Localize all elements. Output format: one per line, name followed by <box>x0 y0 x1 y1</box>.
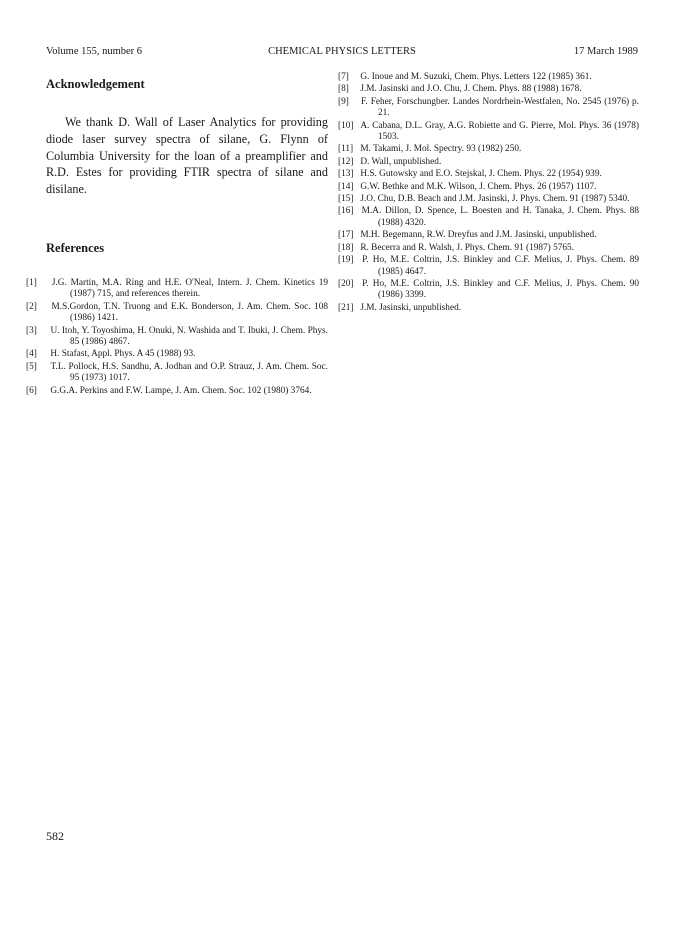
reference-text: P. Ho, M.E. Coltrin, J.S. Binkley and C.F. Melius, J. Phys. Chem. 89 (1985) 4647. <box>362 255 639 277</box>
left-column <box>26 77 329 398</box>
reference-item: [21] J.M. Jasinski, unpublished. <box>338 302 462 313</box>
page-number: 582 <box>46 829 64 843</box>
reference-item: [18] R. Becerra and R. Walsh, J. Phys. Chem. 91 (1987) 5765. <box>338 242 574 253</box>
reference-text: D. Wall, unpublished. <box>360 156 442 167</box>
reference-item: [17] M.H. Begemann, R.W. Dreyfus and J.M. Jasinski, unpublished. <box>338 230 597 241</box>
running-header <box>46 46 638 60</box>
reference-text: J.M. Jasinski, unpublished. <box>360 302 462 313</box>
reference-text: M. Takami, J. Mol. Spectry. 93 (1982) 250. <box>360 144 522 155</box>
issue-date: 17 March 1989 <box>573 46 638 57</box>
reference-item: [14] G.W. Bethke and M.K. Wilson, J. Chem. Phys. 26 (1957) 1107. <box>338 181 597 192</box>
reference-text: P. Ho, M.E. Coltrin, J.S. Binkley and C.F. Melius, J. Phys. Chem. 90 (1986) 3399. <box>362 278 639 301</box>
right-column <box>338 72 640 315</box>
reference-item: [9] F. Feher, Forschungber. Landes Nordrhein-Westfalen, No. 2545 (1976) p. 21. <box>338 96 640 119</box>
reference-item: [10] A. Cabana, D.L. Gray, A.G. Robiette and G. Pierre, Mol. Phys. 36 (1978) 1503. <box>338 120 640 143</box>
reference-text: J.G. Martin, M.A. Ring and H.E. O'Neal, Intern. J. Chem. Kinetics 19 (1987) 715, and references therein. <box>51 277 328 300</box>
reference-text: R. Becerra and R. Walsh, J. Phys. Chem. 91 (1987) 5765. <box>360 242 574 253</box>
reference-item: [19] P. Ho, M.E. Coltrin, J.S. Binkley and C.F. Melius, J. Phys. Chem. 89 (1985) 4647. <box>338 255 639 277</box>
reference-item: [4] H. Stafast, Appl. Phys. A 45 (1988) 93. <box>26 349 196 360</box>
reference-list-left <box>26 277 329 397</box>
reference-item: [20] P. Ho, M.E. Coltrin, J.S. Binkley and C.F. Melius, J. Phys. Chem. 90 (1986) 3399. <box>338 278 639 301</box>
reference-text: H.S. Gutowsky and E.O. Stejskal, J. Chem. Phys. 22 (1954) 939. <box>360 169 602 180</box>
reference-text: U. Itoh, Y. Toyoshima, H. Onuki, N. Washida and T. Ibuki, J. Chem. Phys. 85 (1986) 4867. <box>50 325 329 348</box>
references-heading: References <box>46 240 105 255</box>
reference-text: A. Cabana, D.L. Gray, A.G. Robiette and G. Pierre, Mol. Phys. 36 (1978) 1503. <box>360 120 640 143</box>
reference-item: [16] M.A. Dillon, D. Spence, L. Boesten and H. Tanaka, J. Chem. Phys. 88 (1988) 4320. <box>338 206 639 228</box>
reference-item: [5] T.L. Pollock, H.S. Sandhu, A. Jodhan and O.P. Strauz, J. Am. Chem. Soc. 95 (1973) 1017. <box>26 361 328 384</box>
reference-text: M.S.Gordon, T.N. Truong and E.K. Bonderson, J. Am. Chem. Soc. 108 (1986) 1421. <box>51 301 328 324</box>
reference-item: [7] G. Inoue and M. Suzuki, Chem. Phys. Letters 122 (1985) 361. <box>338 72 592 82</box>
reference-text: G.G.A. Perkins and F.W. Lampe, J. Am. Chem. Soc. 102 (1980) 3764. <box>50 385 312 396</box>
reference-text: M.H. Begemann, R.W. Dreyfus and J.M. Jasinski, unpublished. <box>360 230 597 241</box>
reference-text: J.O. Chu, D.B. Beach and J.M. Jasinski, J. Phys. Chem. 91 (1987) 5340. <box>360 194 630 205</box>
reference-text: T.L. Pollock, H.S. Sandhu, A. Jodhan and O.P. Strauz, J. Am. Chem. Soc. 95 (1973) 1017. <box>50 361 328 384</box>
acknowledgement-text: We thank D. Wall of Laser Analytics for providing diode laser survey spectra of silane, G. Flynn of Columbia University for the loan of a preamplifier and R.D. Estes for providing FTIR spectra of silane and disilane. <box>46 115 328 197</box>
reference-item: [3] U. Itoh, Y. Toyoshima, H. Onuki, N. Washida and T. Ibuki, J. Chem. Phys. 85 (1986) 4867. <box>26 325 329 348</box>
reference-text: G. Inoue and M. Suzuki, Chem. Phys. Letters 122 (1985) 361. <box>360 72 592 82</box>
reference-item: [12] D. Wall, unpublished. <box>338 156 442 167</box>
reference-text: G.W. Bethke and M.K. Wilson, J. Chem. Phys. 26 (1957) 1107. <box>360 181 597 192</box>
reference-item: [6] G.G.A. Perkins and F.W. Lampe, J. Am. Chem. Soc. 102 (1980) 3764. <box>26 385 312 396</box>
reference-text: M.A. Dillon, D. Spence, L. Boesten and H. Tanaka, J. Chem. Phys. 88 (1988) 4320. <box>361 206 639 228</box>
reference-item: [13] H.S. Gutowsky and E.O. Stejskal, J. Chem. Phys. 22 (1954) 939. <box>338 169 602 180</box>
reference-item: [11] M. Takami, J. Mol. Spectry. 93 (1982) 250. <box>338 144 522 155</box>
reference-item: [15] J.O. Chu, D.B. Beach and J.M. Jasinski, J. Phys. Chem. 91 (1987) 5340. <box>338 194 630 205</box>
reference-text: F. Feher, Forschungber. Landes Nordrhein-Westfalen, No. 2545 (1976) p. 21. <box>360 96 640 119</box>
reference-item: [2] M.S.Gordon, T.N. Truong and E.K. Bonderson, J. Am. Chem. Soc. 108 (1986) 1421. <box>26 301 328 324</box>
journal-title: CHEMICAL PHYSICS LETTERS <box>268 46 416 57</box>
reference-text: J.M. Jasinski and J.O. Chu, J. Chem. Phys. 88 (1988) 1678. <box>360 84 582 95</box>
reference-list-right <box>338 72 640 314</box>
acknowledgement-heading: Acknowledgement <box>46 77 145 91</box>
reference-item: [1] J.G. Martin, M.A. Ring and H.E. O'Neal, Intern. J. Chem. Kinetics 19 (1987) 715, and references therein. <box>26 277 328 300</box>
reference-item: [8] J.M. Jasinski and J.O. Chu, J. Chem. Phys. 88 (1988) 1678. <box>338 84 582 95</box>
reference-text: H. Stafast, Appl. Phys. A 45 (1988) 93. <box>50 349 196 360</box>
volume-label: Volume 155, number 6 <box>46 46 143 57</box>
